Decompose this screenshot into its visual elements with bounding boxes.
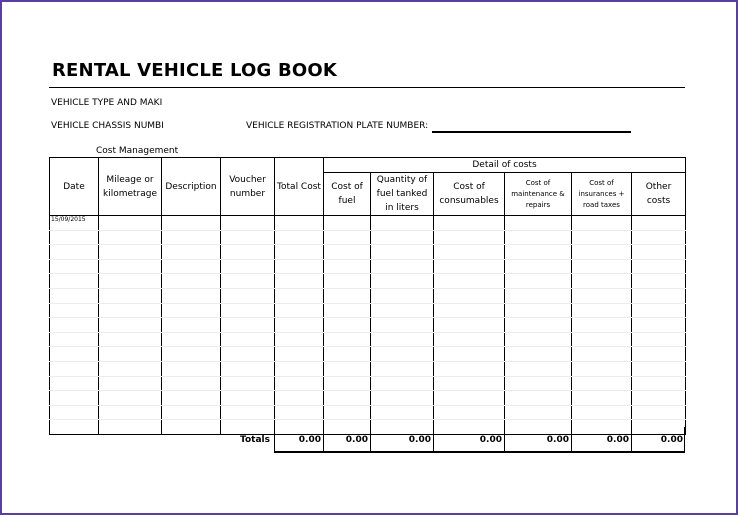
total-consumables-value[interactable]: 0.00 <box>433 427 504 453</box>
table-cell[interactable] <box>632 303 686 318</box>
table-cell[interactable] <box>99 288 162 303</box>
table-cell[interactable] <box>275 274 324 289</box>
column-header-fuel-quantity: Quantity of fuel tanked in liters <box>371 173 434 216</box>
table-cell[interactable] <box>324 361 371 376</box>
table-cell[interactable] <box>162 332 221 347</box>
table-cell[interactable] <box>99 259 162 274</box>
table-cell[interactable] <box>162 288 221 303</box>
table-cell[interactable] <box>505 376 572 391</box>
table-cell[interactable] <box>371 376 434 391</box>
table-cell[interactable] <box>434 274 505 289</box>
table-cell[interactable] <box>434 361 505 376</box>
table-row <box>50 347 686 362</box>
table-cell[interactable] <box>162 318 221 333</box>
table-cell[interactable] <box>632 274 686 289</box>
table-cell[interactable] <box>371 318 434 333</box>
table-cell[interactable] <box>50 420 99 435</box>
totals-label: Totals <box>240 435 270 445</box>
table-cell[interactable] <box>275 391 324 406</box>
table-row <box>50 318 686 333</box>
table-cell[interactable] <box>505 274 572 289</box>
table-cell[interactable] <box>572 361 632 376</box>
table-cell[interactable] <box>275 230 324 245</box>
table-cell[interactable] <box>50 347 99 362</box>
table-cell[interactable] <box>50 274 99 289</box>
table-cell[interactable] <box>434 332 505 347</box>
column-header-description: Description <box>162 158 221 216</box>
table-cell[interactable] <box>324 216 371 231</box>
table-cell[interactable] <box>50 318 99 333</box>
table-cell[interactable] <box>275 245 324 260</box>
column-header-cost-of-consumables: Cost of consumables <box>434 173 505 216</box>
table-cell[interactable] <box>632 259 686 274</box>
table-cell[interactable] <box>505 361 572 376</box>
table-cell[interactable] <box>162 259 221 274</box>
table-cell[interactable] <box>162 303 221 318</box>
table-cell[interactable] <box>572 303 632 318</box>
table-cell[interactable] <box>505 230 572 245</box>
table-cell[interactable] <box>324 288 371 303</box>
table-cell[interactable] <box>275 303 324 318</box>
table-cell[interactable] <box>572 405 632 420</box>
table-cell[interactable] <box>505 347 572 362</box>
table-cell[interactable] <box>434 318 505 333</box>
table-cell[interactable] <box>371 288 434 303</box>
table-cell[interactable] <box>505 318 572 333</box>
table-cell[interactable] <box>221 376 275 391</box>
column-header-date: Date <box>50 158 99 216</box>
table-cell[interactable] <box>221 303 275 318</box>
table-cell[interactable] <box>434 216 505 231</box>
total-insurance-value[interactable]: 0.00 <box>571 427 631 453</box>
table-cell[interactable] <box>632 361 686 376</box>
table-cell[interactable] <box>275 361 324 376</box>
table-cell[interactable] <box>324 405 371 420</box>
table-cell[interactable] <box>434 303 505 318</box>
cost-management-label: Cost Management <box>96 146 179 156</box>
table-cell[interactable] <box>162 245 221 260</box>
table-row <box>50 376 686 391</box>
vehicle-type-label: VEHICLE TYPE AND MAKI <box>51 98 163 108</box>
table-row <box>50 303 686 318</box>
table-cell[interactable] <box>221 216 275 231</box>
table-cell[interactable] <box>50 230 99 245</box>
table-row <box>50 216 686 231</box>
table-cell[interactable] <box>632 318 686 333</box>
table-cell[interactable] <box>572 318 632 333</box>
table-cell[interactable] <box>371 347 434 362</box>
table-cell[interactable] <box>50 361 99 376</box>
table-cell[interactable] <box>324 259 371 274</box>
total-fuel-quantity-value[interactable]: 0.00 <box>370 427 433 453</box>
table-cell[interactable] <box>632 347 686 362</box>
table-cell[interactable] <box>505 245 572 260</box>
table-cell[interactable] <box>505 303 572 318</box>
table-cell[interactable] <box>275 332 324 347</box>
column-header-mileage: Mileage or kilometrage <box>99 158 162 216</box>
table-cell[interactable] <box>434 347 505 362</box>
table-cell[interactable] <box>572 216 632 231</box>
table-cell[interactable] <box>50 303 99 318</box>
vehicle-chassis-label: VEHICLE CHASSIS NUMBI <box>51 121 164 131</box>
table-cell[interactable] <box>572 376 632 391</box>
table-cell[interactable] <box>505 391 572 406</box>
table-cell[interactable] <box>221 230 275 245</box>
table-row <box>50 230 686 245</box>
table-cell[interactable] <box>324 391 371 406</box>
table-cell[interactable] <box>275 347 324 362</box>
table-cell[interactable] <box>99 361 162 376</box>
table-cell[interactable] <box>50 376 99 391</box>
table-cell[interactable] <box>162 405 221 420</box>
table-cell[interactable] <box>505 332 572 347</box>
table-cell[interactable] <box>434 245 505 260</box>
table-cell[interactable] <box>572 288 632 303</box>
table-cell[interactable] <box>221 391 275 406</box>
table-cell[interactable] <box>221 318 275 333</box>
registration-plate-label: VEHICLE REGISTRATION PLATE NUMBER: <box>246 121 429 131</box>
table-cell[interactable] <box>50 405 99 420</box>
table-cell[interactable] <box>572 259 632 274</box>
table-cell[interactable] <box>221 259 275 274</box>
detail-of-costs-header: Detail of costs <box>324 158 686 173</box>
total-fuel-cost-value[interactable]: 0.00 <box>323 427 370 453</box>
table-cell[interactable] <box>275 259 324 274</box>
table-cell[interactable] <box>162 274 221 289</box>
table-cell[interactable] <box>324 376 371 391</box>
table-cell[interactable] <box>99 347 162 362</box>
table-row <box>50 288 686 303</box>
vehicle-log-table <box>49 157 686 435</box>
table-cell[interactable] <box>371 405 434 420</box>
table-cell[interactable]: 15/09/2015 <box>50 216 99 231</box>
table-cell[interactable] <box>434 405 505 420</box>
table-cell[interactable] <box>572 245 632 260</box>
table-cell[interactable] <box>324 245 371 260</box>
table-row <box>50 361 686 376</box>
column-header-insurances-road-taxes: Cost of insurances + road taxes <box>572 173 632 216</box>
table-cell[interactable] <box>572 332 632 347</box>
table-cell[interactable] <box>50 245 99 260</box>
table-cell[interactable] <box>324 274 371 289</box>
total-other-costs-value[interactable]: 0.00 <box>631 427 685 453</box>
table-row <box>50 245 686 260</box>
table-cell[interactable] <box>162 361 221 376</box>
table-cell[interactable] <box>371 303 434 318</box>
column-header-total-cost: Total Cost <box>275 158 324 216</box>
table-cell[interactable] <box>632 391 686 406</box>
total-cost-value[interactable]: 0.00 <box>274 427 323 453</box>
table-cell[interactable] <box>371 361 434 376</box>
table-cell[interactable] <box>275 288 324 303</box>
table-cell[interactable] <box>632 376 686 391</box>
title-divider <box>49 87 685 88</box>
table-row <box>50 259 686 274</box>
table-cell[interactable] <box>99 274 162 289</box>
table-cell[interactable] <box>505 288 572 303</box>
table-cell[interactable] <box>221 361 275 376</box>
column-header-cost-of-fuel: Cost of fuel <box>324 173 371 216</box>
table-row <box>50 391 686 406</box>
table-cell[interactable] <box>632 216 686 231</box>
table-cell[interactable] <box>99 332 162 347</box>
table-cell[interactable] <box>632 245 686 260</box>
table-cell[interactable] <box>632 288 686 303</box>
table-cell[interactable] <box>50 288 99 303</box>
table-cell[interactable] <box>99 420 162 435</box>
table-cell[interactable] <box>50 332 99 347</box>
table-cell[interactable] <box>99 230 162 245</box>
table-cell[interactable] <box>324 318 371 333</box>
table-cell[interactable] <box>162 376 221 391</box>
table-cell[interactable] <box>221 332 275 347</box>
table-cell[interactable] <box>162 230 221 245</box>
table-cell[interactable] <box>371 259 434 274</box>
column-header-other-costs: Other costs <box>632 173 686 216</box>
total-maintenance-value[interactable]: 0.00 <box>504 427 571 453</box>
table-cell[interactable] <box>50 259 99 274</box>
table-cell[interactable] <box>371 216 434 231</box>
table-cell[interactable] <box>162 347 221 362</box>
table-cell[interactable] <box>162 420 221 435</box>
table-cell[interactable] <box>572 391 632 406</box>
table-cell[interactable] <box>434 259 505 274</box>
registration-plate-input-line[interactable] <box>432 131 631 133</box>
table-cell[interactable] <box>50 391 99 406</box>
table-cell[interactable] <box>434 376 505 391</box>
table-cell[interactable] <box>434 288 505 303</box>
table-row <box>50 332 686 347</box>
table-row <box>50 274 686 289</box>
table-cell[interactable] <box>324 303 371 318</box>
table-cell[interactable] <box>99 405 162 420</box>
table-cell[interactable] <box>221 274 275 289</box>
table-cell[interactable] <box>275 318 324 333</box>
log-table-body <box>50 216 686 435</box>
table-cell[interactable] <box>221 347 275 362</box>
table-cell[interactable] <box>505 216 572 231</box>
table-cell[interactable] <box>275 376 324 391</box>
table-cell[interactable] <box>221 245 275 260</box>
table-cell[interactable] <box>434 230 505 245</box>
table-cell[interactable] <box>572 347 632 362</box>
table-cell[interactable] <box>572 274 632 289</box>
column-header-maintenance-repairs: Cost of maintenance & repairs <box>505 173 572 216</box>
table-cell[interactable] <box>162 216 221 231</box>
table-cell[interactable] <box>99 245 162 260</box>
table-cell[interactable] <box>371 391 434 406</box>
table-cell[interactable] <box>324 332 371 347</box>
table-cell[interactable] <box>324 230 371 245</box>
table-cell[interactable] <box>371 230 434 245</box>
totals-right-border <box>684 427 685 453</box>
table-cell[interactable] <box>572 230 632 245</box>
table-cell[interactable] <box>221 288 275 303</box>
document-title: RENTAL VEHICLE LOG BOOK <box>52 60 338 81</box>
table-cell[interactable] <box>99 391 162 406</box>
table-cell[interactable] <box>371 274 434 289</box>
table-cell[interactable] <box>275 216 324 231</box>
table-cell[interactable] <box>99 303 162 318</box>
table-cell[interactable] <box>99 376 162 391</box>
table-cell[interactable] <box>221 405 275 420</box>
column-header-voucher-number: Voucher number <box>221 158 275 216</box>
table-cell[interactable] <box>371 245 434 260</box>
table-cell[interactable] <box>632 332 686 347</box>
table-cell[interactable] <box>371 332 434 347</box>
table-row <box>50 405 686 420</box>
table-cell[interactable] <box>505 405 572 420</box>
table-cell[interactable] <box>632 405 686 420</box>
table-cell[interactable] <box>434 391 505 406</box>
table-cell[interactable] <box>324 347 371 362</box>
table-cell[interactable] <box>99 318 162 333</box>
table-cell[interactable] <box>505 259 572 274</box>
table-cell[interactable] <box>275 405 324 420</box>
table-cell[interactable] <box>99 216 162 231</box>
table-cell[interactable] <box>632 230 686 245</box>
table-cell[interactable] <box>162 391 221 406</box>
